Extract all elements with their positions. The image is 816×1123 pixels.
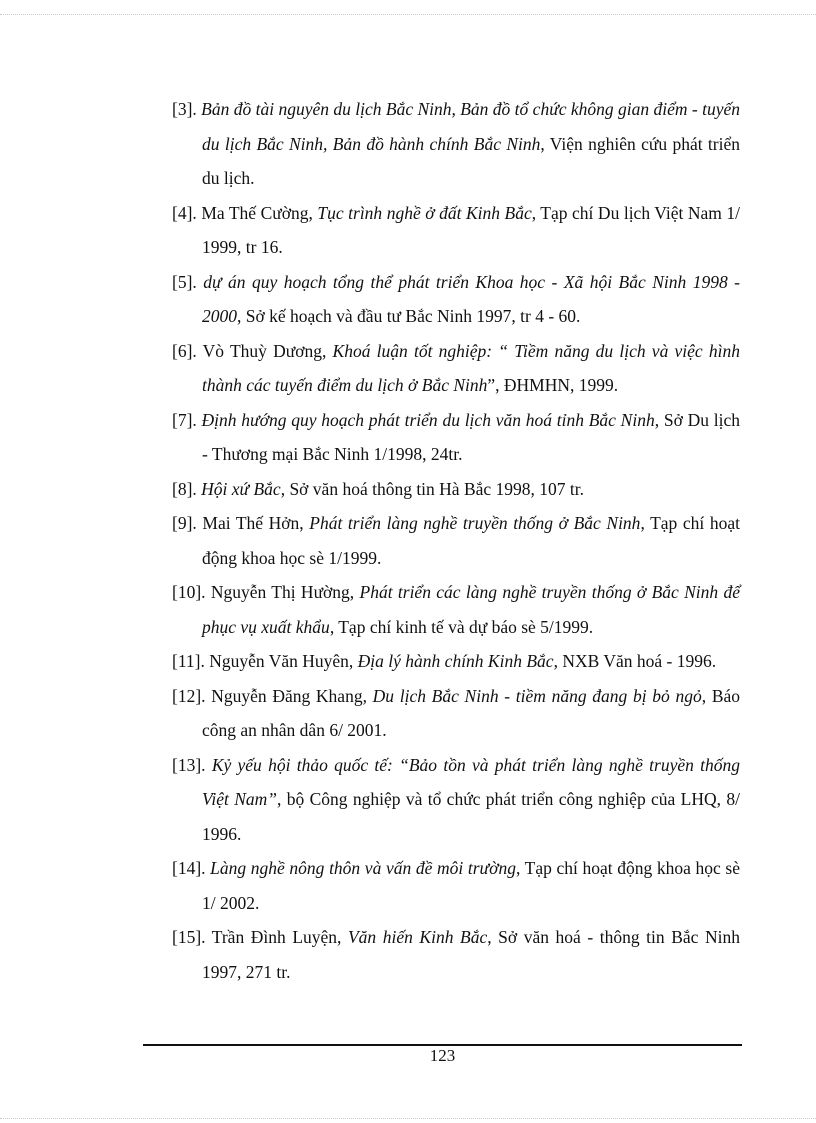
reference-details: , Sở văn hoá thông tin Hà Bắc 1998, 107 tr. — [280, 478, 585, 499]
reference-item — [172, 196, 740, 265]
reference-details: , Báo công an nhân dân 6/ 2001. — [202, 685, 741, 740]
reference-title: Du lịch Bắc Ninh - tiềm năng đang bị bỏ ngỏ — [372, 685, 702, 706]
reference-title: Phát triển làng nghề truyền thống ở Bắc Ninh — [309, 513, 641, 533]
reference-author: Nguyễn Văn Huyên, — [209, 651, 358, 671]
reference-item — [172, 403, 740, 472]
reference-details: , NXB Văn hoá - 1996. — [553, 651, 717, 671]
reference-author: Mai Thế Hởn, — [202, 513, 310, 533]
reference-details: , Tạp chí hoạt động khoa học sè 1/1999. — [202, 513, 740, 568]
reference-title: Bản đồ tài nguyên du lịch Bắc Ninh, Bản đồ tổ chức không gian điểm - tuyến du lịch Bắc Ninh, Bản đồ hành chính Bắc Ninh — [201, 99, 741, 154]
reference-details: , Sở kế hoạch và đầu tư Bắc Ninh 1997, tr 4 - 60. — [237, 306, 581, 326]
top-dotted-rule — [0, 14, 816, 15]
reference-item — [172, 851, 740, 920]
reference-item — [172, 644, 740, 679]
reference-details: , Tạp chí kinh tế và dự báo sè 5/1999. — [329, 616, 594, 637]
reference-author: Nguyễn Đăng Khang, — [211, 685, 373, 706]
reference-number: [4]. — [172, 202, 197, 223]
reference-item — [172, 265, 740, 334]
reference-title: dự án quy hoạch tổng thể phát triển Khoa học - Xã hội Bắc Ninh 1998 - 2000 — [202, 271, 741, 326]
reference-title: Văn hiến Kinh Bắc — [347, 927, 488, 947]
reference-item — [172, 506, 740, 575]
reference-number: [13]. — [172, 754, 206, 775]
reference-title: Định hướng quy hoạch phát triển du lịch văn hoá tỉnh Bắc Ninh — [201, 409, 655, 430]
reference-author: Trần Đình Luyện, — [211, 927, 348, 947]
reference-details: ”, ĐHMHN, 1999. — [487, 375, 619, 395]
reference-item — [172, 920, 740, 989]
reference-title: Kỷ yếu hội thảo quốc tế: “Bảo tồn và phát triển làng nghề truyền thống Việt Nam” — [202, 754, 740, 809]
reference-number: [5]. — [172, 271, 197, 292]
reference-item — [172, 679, 740, 748]
reference-number: [12]. — [172, 685, 206, 706]
reference-details: , Sở văn hoá - thông tin Bắc Ninh 1997, 271 tr. — [202, 927, 740, 982]
reference-title: Phát triển các làng nghề truyền thống ở Bắc Ninh để phục vụ xuất khẩu — [202, 582, 741, 637]
reference-number: [11]. — [172, 651, 205, 671]
reference-number: [10]. — [172, 582, 206, 602]
reference-number: [9]. — [172, 513, 197, 533]
reference-details: , Tạp chí hoạt động khoa học sè 1/ 2002. — [202, 858, 741, 913]
reference-title: Tục trình nghề ở đất Kinh Bắc — [317, 202, 532, 223]
reference-item — [172, 472, 740, 507]
reference-number: [7]. — [172, 409, 197, 430]
reference-list — [172, 92, 740, 989]
reference-details: , Viện nghiên cứu phát triển du lịch. — [202, 133, 741, 188]
reference-item — [172, 334, 740, 403]
reference-title: Hội xứ Bắc — [201, 478, 281, 499]
reference-title: Địa lý hành chính Kinh Bắc — [357, 651, 554, 671]
page-number: 123 — [429, 1046, 456, 1065]
reference-details: , Tạp chí Du lịch Việt Nam 1/ 1999, tr 16. — [202, 202, 741, 257]
reference-details: , bộ Công nghiệp và tổ chức phát triển công nghiệp của LHQ, 8/ 1996. — [202, 789, 740, 844]
reference-details: , Sở Du lịch - Thương mại Bắc Ninh 1/1998, 24tr. — [202, 409, 741, 464]
reference-title: Làng nghề nông thôn và vấn đề môi trường — [210, 858, 516, 878]
reference-number: [8]. — [172, 478, 197, 499]
reference-title: Khoá luận tốt nghiệp: “ Tiềm năng du lịch và việc hình thành các tuyến điểm du lịch ở Bắc Ninh — [202, 340, 741, 395]
reference-number: [14]. — [172, 858, 206, 878]
reference-item — [172, 92, 740, 196]
reference-item — [172, 575, 740, 644]
reference-number: [6]. — [172, 340, 197, 361]
reference-number: [15]. — [172, 927, 206, 947]
reference-item — [172, 748, 740, 852]
reference-author: Nguyễn Thị Hường, — [210, 582, 360, 602]
reference-number: [3]. — [172, 99, 197, 119]
reference-author: Vò Thuỳ Dương, — [202, 340, 333, 361]
bottom-dotted-rule — [0, 1118, 816, 1119]
reference-author: Ma Thế Cường, — [201, 202, 318, 223]
